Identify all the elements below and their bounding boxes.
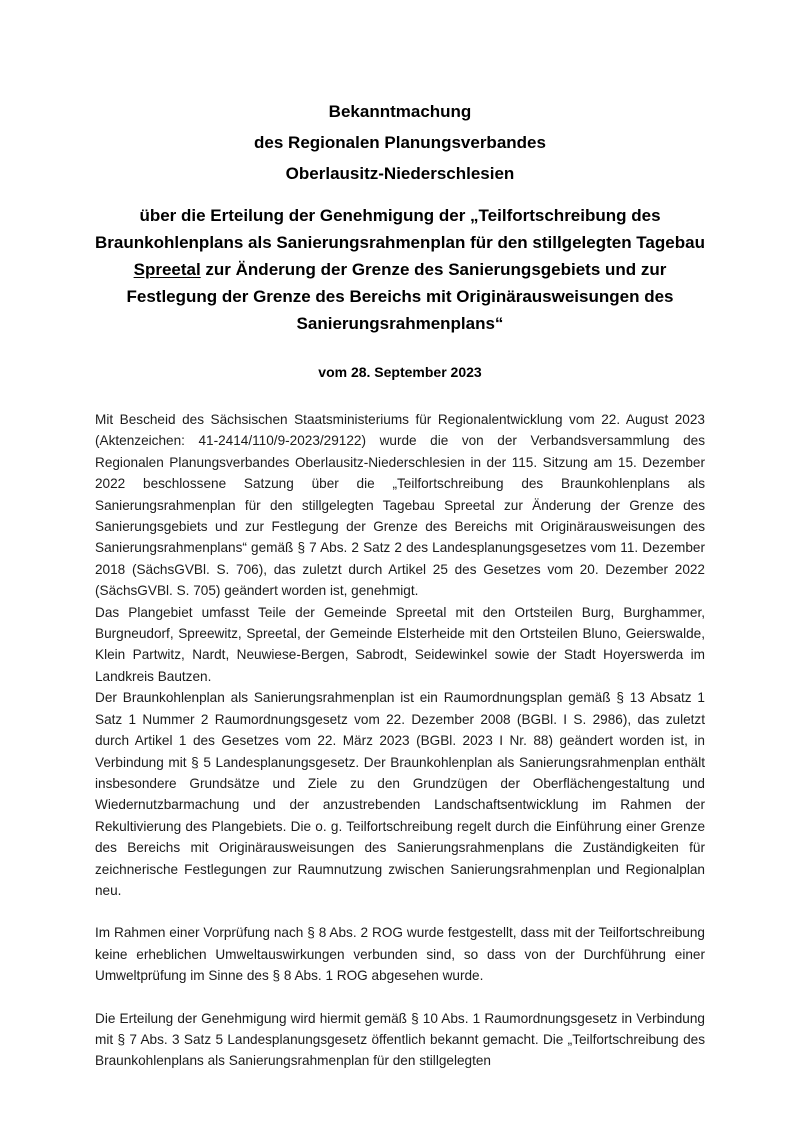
date-line: vom 28. September 2023	[318, 364, 482, 380]
subtitle-underlined-word: Spreetal	[133, 260, 201, 279]
paragraph-raumordnungsplan: Der Braunkohlenplan als Sanierungsrahmenplan ist ein Raumordnungsplan gemäß § 13 Absatz 1 Satz 1 Nummer 2 Raumordnungsgesetz vom 22. Dezember 2008 (BGBl. I S. 2986), das zuletzt durch Artikel 1 des Gesetzes vom 22. März 2023 (BGBl. 2023 I Nr. 88) geändert worden ist, in Verbindung mit § 5 Landesplanungsgesetz. Der Braunkohlenplan als Sanierungsrahmenplan enthält insbesondere Grundsätze und Ziele zu den Grundzügen der Oberflächengestaltung und Wiedernutzbarmachung und der anzustrebenden Landschaftsentwicklung im Rahmen der Rekultivierung des Plangebiets. Die o. g. Teilfortschreibung regelt durch die Einführung einer Grenze des Bereichs mit Originärausweisungen des Sanierungsrahmenplans die Zuständigkeiten für zeichnerische Festlegungen zur Raumnutzung zwischen Sanierungsrahmenplan und Regionalplan neu.	[95, 690, 705, 898]
paragraph-plangebiet: Das Plangebiet umfasst Teile der Gemeinde Spreetal mit den Ortsteilen Burg, Burghammer, Burgneudorf, Spreewitz, Spreetal, der Gemeinde Elsterheide mit den Ortsteilen Bluno, Geierswalde, Klein Partwitz, Nardt, Neuwiese-Bergen, Sabrodt, Seidewinkel sowie der Stadt Hoyerswerda im Landkreis Bautzen.	[95, 604, 705, 684]
paragraph-vorpruefung-umwelt: Im Rahmen einer Vorprüfung nach § 8 Abs. 2 ROG wurde festgestellt, dass mit der Teilfortschreibung keine erheblichen Umweltauswirkungen verbunden sind, so dass von der Durchführung einer Umweltprüfung im Sinne des § 8 Abs. 1 ROG abgesehen wurde.	[95, 925, 705, 984]
subtitle-text-before: über die Erteilung der Genehmigung der „Teilfortschreibung des Braunkohlenplans als Sanierungsrahmenplan für den stillgelegten Tagebau	[95, 206, 705, 252]
subtitle-text-after: zur Änderung der Grenze des Sanierungsgebiets und zur Festlegung der Grenze des Bereichs mit Originärausweisungen des Sanierungsrahmenplans“	[126, 260, 674, 333]
title-line-1: Bekanntmachung	[328, 102, 472, 121]
title-line-2: des Regionalen Planungsverbandes	[254, 133, 546, 152]
document-subtitle	[95, 202, 705, 337]
paragraph-bescheid-genehmigung: Mit Bescheid des Sächsischen Staatsministeriums für Regionalentwicklung vom 22. August 2023 (Aktenzeichen: 41-2414/110/9-2023/29122) wurde die von der Verbandsversammlung des Regionalen Planungsverbandes Oberlausitz-Niederschlesien in der 115. Sitzung am 15. Dezember 2022 beschlossene Satzung über die „Teilfortschreibung des Braunkohlenplans als Sanierungsrahmenplan für den stillgelegten Tagebau Spreetal zur Änderung der Grenze des Sanierungsgebiets und zur Festlegung der Grenze des Bereichs mit Originärausweisungen des Sanierungsrahmenplans“ gemäß § 7 Abs. 2 Satz 2 des Landesplanungsgesetzes vom 11. Dezember 2018 (SächsGVBl. S. 706), das zuletzt durch Artikel 25 des Gesetzes vom 20. Dezember 2022 (SächsGVBl. S. 705) geändert worden ist, genehmigt.	[95, 412, 705, 599]
document-body	[95, 409, 705, 1072]
document-title	[95, 96, 705, 189]
title-line-3: Oberlausitz-Niederschlesien	[285, 164, 515, 183]
paragraph-oeffentliche-bekanntmachung: Die Erteilung der Genehmigung wird hiermit gemäß § 10 Abs. 1 Raumordnungsgesetz in Verbindung mit § 7 Abs. 3 Satz 5 Landesplanungsgesetz öffentlich bekannt gemacht. Die „Teilfortschreibung des Braunkohlenplans als Sanierungsrahmenplan für den stillgelegten	[95, 1010, 705, 1069]
